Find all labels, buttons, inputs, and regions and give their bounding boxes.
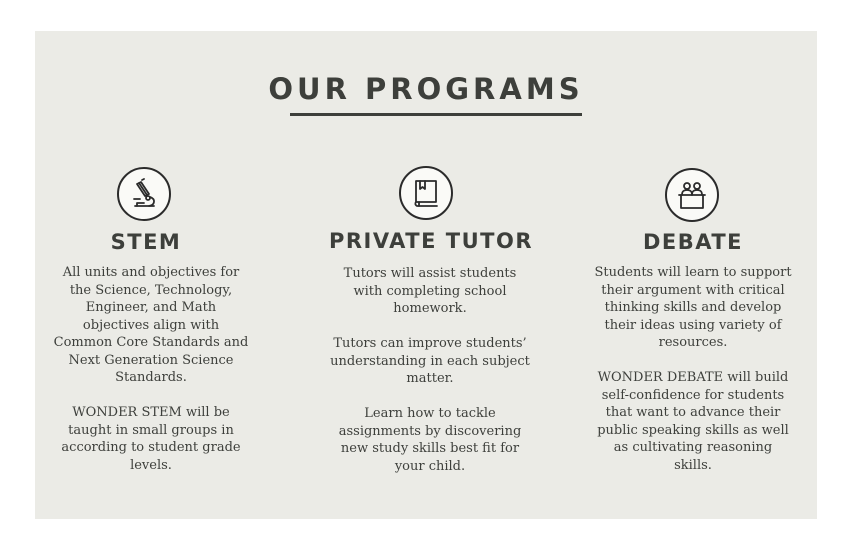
section-title: OUR PROGRAMS — [268, 72, 584, 106]
stem-paragraph: All units and objectives for the Science, Technology, Engineer, and Math objectives align with Common Core Standards and Next Generation Science Standards. — [53, 265, 249, 385]
private-tutor-paragraph: Tutors will assist students with completing school homework. — [343, 266, 517, 316]
stem-heading: STEM — [110, 230, 182, 254]
private-tutor-paragraph: Learn how to tackle assignments by discovering new study skills best fit for your child. — [338, 406, 522, 474]
title-underline — [290, 113, 582, 116]
debate-description — [594, 264, 792, 492]
microscope-icon — [117, 167, 171, 221]
stem-paragraph: WONDER STEM will be taught in small groups in according to student grade levels. — [61, 405, 241, 473]
private-tutor-paragraph: Tutors can improve students’ understanding in each subject matter. — [330, 336, 530, 386]
book-icon — [399, 166, 453, 220]
debate-podium-icon — [665, 168, 719, 222]
debate-paragraph: WONDER DEBATE will build self-confidence for students that want to advance their public speaking skills as well as cultivating reasoning skills. — [597, 370, 789, 473]
debate-paragraph: Students will learn to support their argument with critical thinking skills and develop their ideas using variety of resources. — [594, 265, 792, 350]
debate-heading: DEBATE — [642, 230, 744, 254]
private-tutor-heading: PRIVATE TUTOR — [328, 229, 534, 253]
private-tutor-description — [330, 265, 530, 493]
stem-description — [52, 264, 250, 492]
